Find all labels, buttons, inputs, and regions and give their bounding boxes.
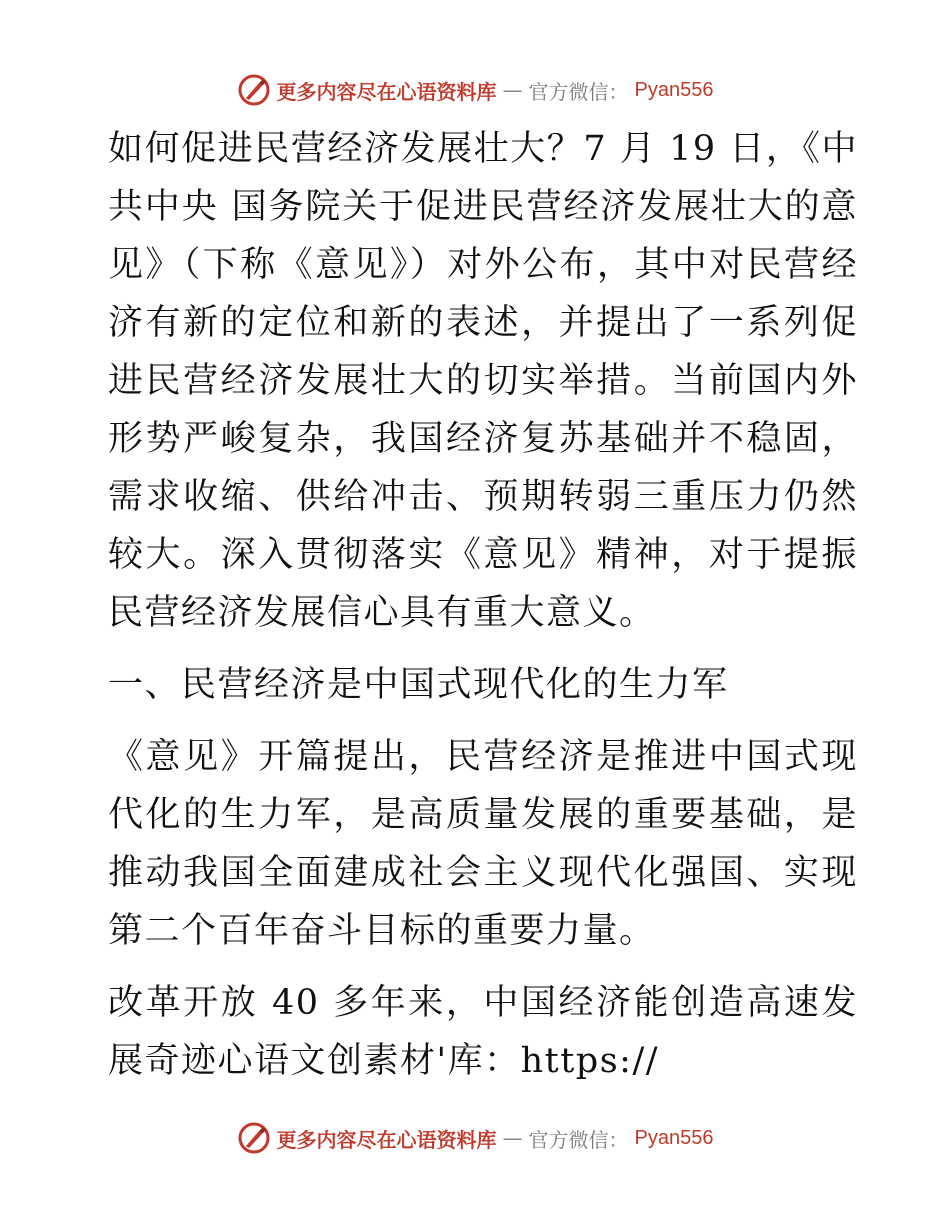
watermark-wechat-id: Pyan556 xyxy=(634,78,714,101)
watermark-brand-text: 更多内容尽在心语资料库 xyxy=(276,79,497,104)
watermark-dash: — xyxy=(502,1126,523,1150)
document-body xyxy=(98,120,858,1090)
pen-circle-logo-icon xyxy=(237,1121,271,1155)
header-watermark xyxy=(0,70,950,110)
footer-watermark xyxy=(0,1118,950,1158)
section-heading-1: 一、民营经济是中国式现代化的生力军 xyxy=(108,665,729,705)
paragraph-intro: 如何促进民营经济发展壮大？7 月 19 日，《中共中央 国务院关于促进民营经济发展壮大的意见》（下称《意见》）对外公布，其中对民营经济有新的定位和新的表述，并提出了一系列促进民营经济发展壮大的切实举措。当前国内外形势严峻复杂，我国经济复苏基础并不稳固，需求收缩、供给冲击、预期转弱三重压力仍然较大。深入贯彻落实《意见》精神，对于提振民营经济发展信心具有重大意义。 xyxy=(108,129,858,633)
paragraph-section-1: 《意见》开篇提出，民营经济是推进中国式现代化的生力军，是高质量发展的重要基础，是推动我国全面建成社会主义现代化强国、实现第二个百年奋斗目标的重要力量。 xyxy=(108,737,858,951)
watermark-dash: — xyxy=(502,78,523,102)
pen-circle-logo-icon xyxy=(237,73,271,107)
watermark-official-label: 官方微信： xyxy=(528,79,629,104)
watermark-wechat-id: Pyan556 xyxy=(634,1126,714,1149)
watermark-brand-text: 更多内容尽在心语资料库 xyxy=(276,1127,497,1152)
watermark-official-label: 官方微信： xyxy=(528,1127,629,1152)
paragraph-reform: 改革开放 40 多年来，中国经济能创造高速发展奇迹心语文创素材'库：https:// xyxy=(108,983,858,1081)
